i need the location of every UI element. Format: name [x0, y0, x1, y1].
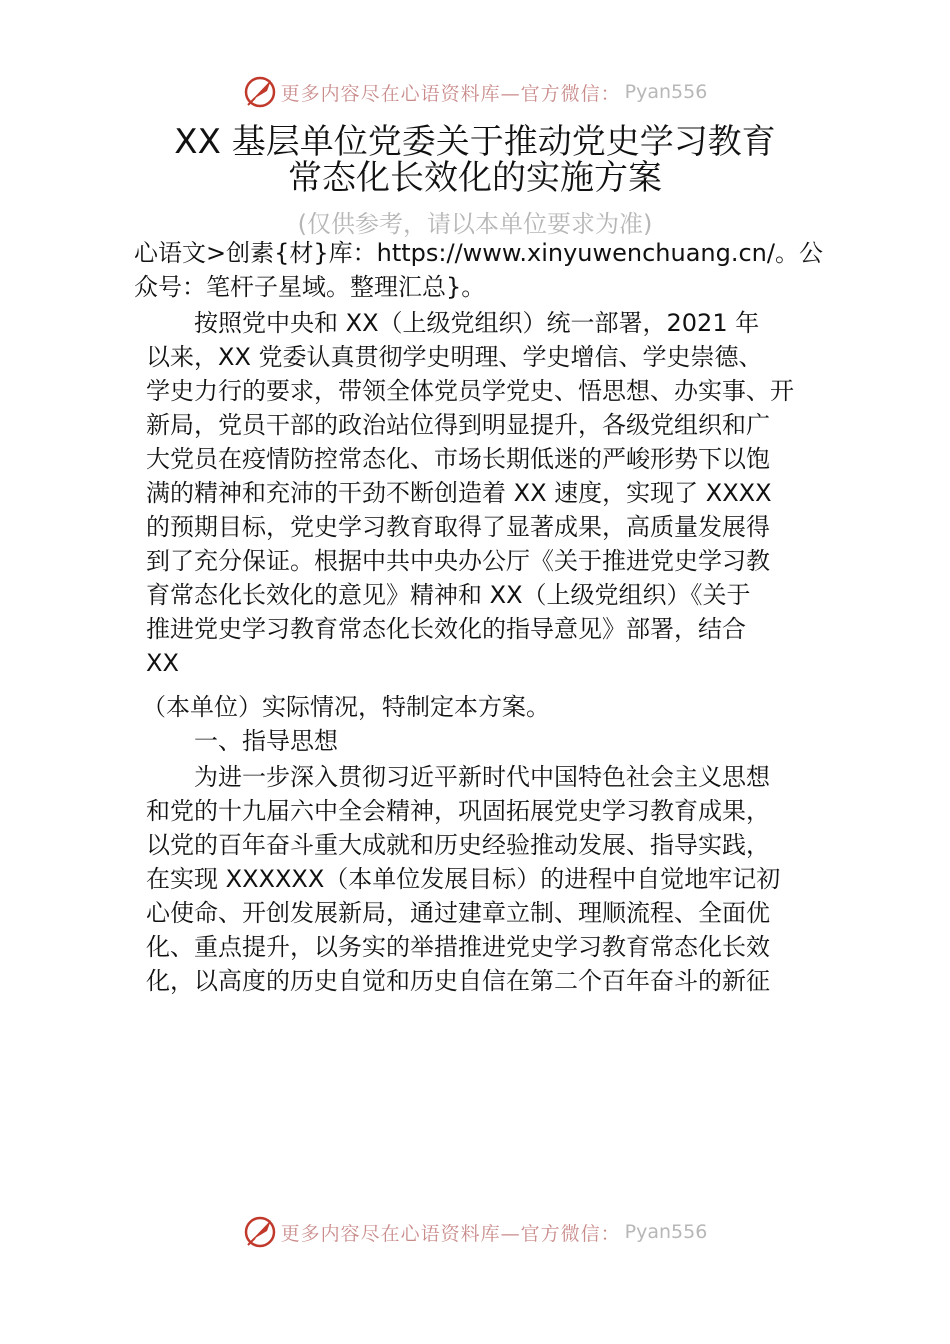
body-line: （本单位）实际情况，特制定本方案。	[142, 693, 550, 721]
quill-logo-icon	[243, 1215, 277, 1249]
body-line: 化，以高度的历史自觉和历史自信在第二个百年奋斗的新征	[146, 967, 770, 995]
footer-wechat-id: Pyan556	[624, 1221, 708, 1243]
body-line: 学史力行的要求，带领全体党员学党史、悟思想、办实事、开	[146, 377, 794, 405]
body-line: 新局，党员干部的政治站位得到明显提升，各级党组织和广	[146, 411, 770, 439]
reference-note: (仅供参考，请以本单位要求为准)	[297, 210, 653, 238]
section-heading: 一、指导思想	[194, 727, 338, 755]
body-line: 在实现 XXXXXX（本单位发展目标）的进程中自觉地牢记初	[146, 865, 781, 893]
body-line: 满的精神和充沛的干劲不断创造着 XX 速度，实现了 XXXX	[146, 479, 772, 507]
body-line: 化、重点提升，以务实的举措推进党史学习教育常态化长效	[146, 933, 770, 961]
body-line: 为进一步深入贯彻习近平新时代中国特色社会主义思想	[194, 763, 770, 791]
quill-logo-icon	[243, 75, 277, 109]
document-title-line-1: XX 基层单位党委关于推动党史学习教育	[174, 122, 776, 162]
body-line: 以来，XX 党委认真贯彻学史明理、学史增信、学史崇德、	[146, 343, 763, 371]
body-line: XX	[146, 649, 179, 677]
body-line: 育常态化长效化的意见》精神和 XX（上级党组织）《关于	[146, 581, 751, 609]
header-banner-text: 更多内容尽在心语资料库—官方微信：	[280, 82, 621, 105]
body-line: 以党的百年奋斗重大成就和历史经验推动发展、指导实践，	[146, 831, 770, 859]
document-title-line-2: 常态化长效化的实施方案	[288, 158, 662, 198]
body-line: 推进党史学习教育常态化长效化的指导意见》部署，结合	[146, 615, 746, 643]
source-line-2: 众号：笔杆子星域。整理汇总}。	[134, 273, 486, 301]
footer-banner	[0, 1212, 950, 1252]
header-wechat-id: Pyan556	[624, 81, 708, 103]
body-line: 和党的十九届六中全会精神，巩固拓展党史学习教育成果，	[146, 797, 770, 825]
footer-banner-text: 更多内容尽在心语资料库—官方微信：	[280, 1222, 621, 1245]
body-line: 按照党中央和 XX（上级党组织）统一部署，2021 年	[194, 309, 760, 337]
header-banner	[0, 72, 950, 112]
source-line-1: 心语文>创素{材}库：https://www.xinyuwenchuang.cn/。公	[134, 239, 823, 267]
body-line: 心使命、开创发展新局，通过建章立制、理顺流程、全面优	[146, 899, 770, 927]
body-line: 大党员在疫情防控常态化、市场长期低迷的严峻形势下以饱	[146, 445, 770, 473]
body-line: 的预期目标，党史学习教育取得了显著成果，高质量发展得	[146, 513, 770, 541]
body-line: 到了充分保证。根据中共中央办公厅《关于推进党史学习教	[146, 547, 770, 575]
